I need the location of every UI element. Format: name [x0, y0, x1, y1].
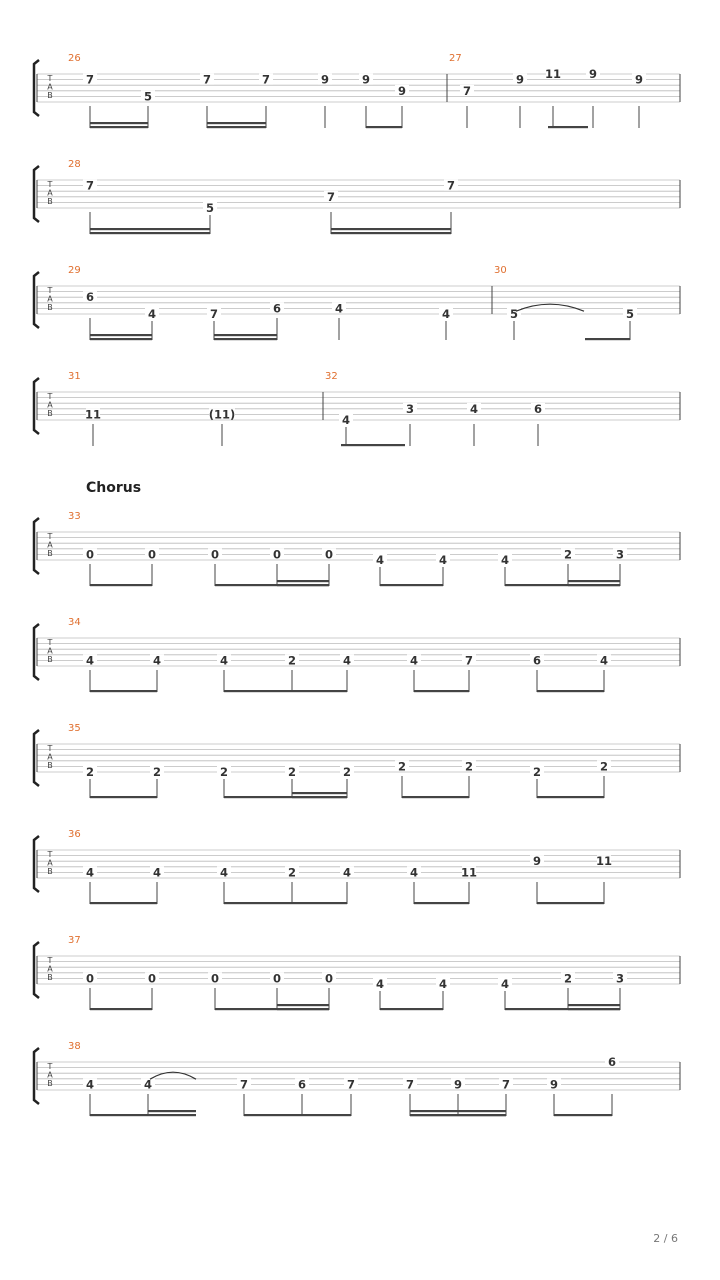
beam	[366, 126, 402, 128]
beam	[585, 338, 630, 340]
page-number: 2 / 6	[653, 1232, 678, 1245]
fret-number: 2	[397, 759, 407, 774]
tie-slur	[516, 304, 584, 311]
fret-number: 4	[409, 865, 419, 880]
beam	[292, 796, 347, 798]
fret-number: 7	[501, 1077, 511, 1092]
fret-number: 4	[438, 977, 448, 991]
beam	[277, 580, 329, 582]
measure-number: 30	[494, 265, 507, 276]
fret-number: 7	[464, 653, 474, 668]
fret-number: 9	[588, 67, 598, 81]
fret-number: 9	[532, 854, 542, 869]
fret-number: 2	[219, 765, 229, 779]
fret-number: 6	[85, 290, 95, 305]
fret-number: 4	[342, 865, 352, 880]
fret-number: 4	[85, 865, 95, 880]
beam	[90, 584, 152, 586]
fret-number: 4	[500, 977, 510, 991]
beam	[380, 1008, 443, 1010]
tab-clef-letter: T	[47, 392, 53, 401]
fret-number: 4	[152, 653, 162, 668]
beam	[568, 1004, 620, 1006]
beam	[341, 444, 405, 446]
tab-clef-letter: A	[47, 752, 53, 762]
fret-number: 2	[599, 759, 609, 774]
fret-number: 4	[152, 865, 162, 880]
fret-number: 7	[85, 178, 95, 193]
measure-number: 31	[68, 371, 81, 382]
beam	[331, 232, 451, 234]
measure-number: 37	[68, 935, 81, 946]
fret-number: 4	[219, 865, 229, 880]
staff-system	[34, 1041, 680, 1116]
beam	[224, 690, 347, 692]
fret-number: 3	[405, 401, 415, 416]
tab-clef-letter: T	[47, 1062, 53, 1071]
beam	[277, 584, 329, 586]
beam	[90, 796, 157, 798]
tab-clef-letter: T	[47, 74, 53, 83]
beam	[207, 126, 266, 128]
beam	[277, 1004, 329, 1006]
fret-number: 4	[438, 553, 448, 567]
beam	[402, 796, 469, 798]
fret-number: 3	[615, 547, 625, 562]
beam	[414, 690, 469, 692]
fret-number: 4	[500, 553, 510, 567]
tab-clef-letter: T	[47, 532, 53, 541]
beam	[214, 334, 277, 336]
tab-clef-letter: B	[47, 197, 53, 206]
fret-number: 0	[210, 547, 220, 562]
fret-number: 4	[219, 653, 229, 668]
beam	[380, 584, 443, 586]
beam	[224, 902, 347, 904]
measure-number: 35	[68, 723, 81, 734]
fret-number: 9	[397, 83, 407, 98]
fret-number: 6	[272, 301, 282, 316]
fret-number: 4	[147, 307, 157, 321]
beam	[410, 1110, 506, 1112]
fret-number: 11	[544, 67, 562, 81]
fret-number: 6	[532, 653, 542, 668]
staff-system	[34, 159, 680, 234]
fret-number: 4	[334, 301, 344, 316]
fret-number: 9	[320, 72, 330, 87]
tab-clef-letter: B	[47, 549, 53, 558]
beam	[568, 580, 620, 582]
beam	[148, 1110, 196, 1112]
beam	[537, 690, 604, 692]
staff-system	[34, 511, 680, 586]
tab-clef-letter: T	[47, 286, 53, 295]
beam	[207, 122, 266, 124]
beam	[214, 338, 277, 340]
beam	[277, 1008, 329, 1010]
fret-number: 4	[375, 977, 385, 991]
fret-number: 7	[346, 1077, 356, 1092]
fret-number: 6	[607, 1055, 617, 1069]
fret-number: 9	[549, 1077, 559, 1092]
fret-number: 7	[85, 72, 95, 87]
beam	[537, 796, 604, 798]
fret-number: 2	[563, 547, 573, 562]
fret-number: 9	[361, 72, 371, 87]
tab-clef-letter: B	[47, 409, 53, 418]
fret-number: 7	[462, 83, 472, 98]
beam	[90, 902, 157, 904]
beam	[90, 232, 210, 234]
fret-number: 4	[143, 1077, 153, 1092]
fret-number: 0	[324, 547, 334, 562]
fret-number: 5	[625, 307, 635, 321]
fret-number: 7	[261, 72, 271, 87]
fret-number: 2	[342, 765, 352, 779]
beam	[331, 228, 451, 230]
tab-clef-letter: A	[47, 858, 53, 868]
beam	[568, 1008, 620, 1010]
fret-number: 4	[85, 1077, 95, 1092]
tab-clef-letter: T	[47, 638, 53, 647]
staff-system	[34, 371, 680, 446]
beam	[410, 1114, 506, 1116]
fret-number: 7	[326, 189, 336, 204]
fret-number: 4	[441, 307, 451, 321]
fret-number: 7	[239, 1077, 249, 1092]
beam	[90, 690, 157, 692]
fret-number: 0	[147, 547, 157, 562]
beam	[90, 126, 148, 128]
measure-number: 38	[68, 1041, 81, 1052]
tab-clef-letter: A	[47, 400, 53, 410]
fret-number: 7	[446, 178, 456, 193]
fret-number: 2	[152, 765, 162, 779]
staff-system	[34, 617, 680, 692]
tab-clef-letter: A	[47, 646, 53, 656]
fret-number: 2	[563, 971, 573, 986]
measure-number: 33	[68, 511, 81, 522]
fret-number: 2	[464, 759, 474, 774]
fret-number: 11	[84, 407, 102, 422]
beam	[548, 126, 588, 128]
fret-number: 7	[202, 72, 212, 87]
tab-clef-letter: A	[47, 1070, 53, 1080]
tab-clef-letter: A	[47, 188, 53, 198]
tab-clef-letter: A	[47, 294, 53, 304]
fret-number: 9	[634, 72, 644, 87]
beam	[537, 902, 604, 904]
measure-number: 26	[68, 53, 81, 64]
fret-number: 0	[85, 971, 95, 986]
tab-clef-letter: B	[47, 655, 53, 664]
fret-number: 9	[453, 1077, 463, 1092]
staff-system	[34, 935, 680, 1010]
beam	[554, 1114, 612, 1116]
staff-system	[34, 265, 680, 340]
fret-number: 5	[205, 201, 215, 215]
fret-number: 11	[460, 865, 478, 880]
fret-number: 9	[515, 72, 525, 87]
fret-number: 4	[375, 553, 385, 567]
fret-number: 6	[533, 401, 543, 416]
fret-number: 7	[405, 1077, 415, 1092]
tab-clef-letter: A	[47, 82, 53, 92]
beam	[414, 902, 469, 904]
tab-clef-letter: T	[47, 744, 53, 753]
beam	[244, 1114, 351, 1116]
beam	[90, 1008, 152, 1010]
staff-system	[34, 829, 680, 904]
beam	[90, 338, 152, 340]
tab-clef-letter: B	[47, 867, 53, 876]
tab-clef-letter: B	[47, 761, 53, 770]
fret-number: (11)	[208, 407, 236, 422]
tab-clef-letter: B	[47, 1079, 53, 1088]
section-label-chorus: Chorus	[86, 480, 142, 496]
fret-number: 2	[532, 765, 542, 779]
measure-number: 29	[68, 265, 81, 276]
tab-clef-letter: A	[47, 540, 53, 550]
fret-number: 4	[85, 653, 95, 668]
fret-number: 0	[324, 971, 334, 986]
fret-number: 4	[342, 653, 352, 668]
beam	[90, 1114, 148, 1116]
measure-number: 28	[68, 159, 81, 170]
measure-number: 36	[68, 829, 81, 840]
beam	[292, 792, 347, 794]
fret-number: 4	[341, 413, 351, 427]
tab-clef-letter: B	[47, 91, 53, 100]
tab-clef-letter: T	[47, 956, 53, 965]
tab-clef-letter: T	[47, 850, 53, 859]
beam	[568, 584, 620, 586]
fret-number: 0	[85, 547, 95, 562]
fret-number: 0	[272, 971, 282, 986]
beam	[90, 228, 210, 230]
fret-number: 6	[297, 1077, 307, 1092]
staff-system	[34, 53, 680, 128]
measure-number: 27	[449, 53, 462, 64]
tab-clef-letter: B	[47, 303, 53, 312]
fret-number: 2	[287, 765, 297, 779]
fret-number: 11	[595, 854, 613, 869]
fret-number: 2	[287, 865, 297, 880]
fret-number: 0	[272, 547, 282, 562]
fret-number: 2	[85, 765, 95, 779]
measure-number: 34	[68, 617, 81, 628]
beam	[90, 122, 148, 124]
fret-number: 5	[509, 307, 519, 321]
fret-number: 0	[147, 971, 157, 986]
fret-number: 0	[210, 971, 220, 986]
beam	[148, 1114, 196, 1116]
fret-number: 2	[287, 653, 297, 668]
fret-number: 4	[469, 401, 479, 416]
fret-number: 4	[409, 653, 419, 668]
tab-clef-letter: B	[47, 973, 53, 982]
fret-number: 5	[143, 89, 153, 104]
measure-number: 32	[325, 371, 338, 382]
fret-number: 3	[615, 971, 625, 986]
tab-clef-letter: A	[47, 964, 53, 974]
fret-number: 4	[599, 653, 609, 668]
fret-number: 7	[209, 307, 219, 321]
staff-system	[34, 723, 680, 798]
beam	[90, 334, 152, 336]
tab-clef-letter: T	[47, 180, 53, 189]
